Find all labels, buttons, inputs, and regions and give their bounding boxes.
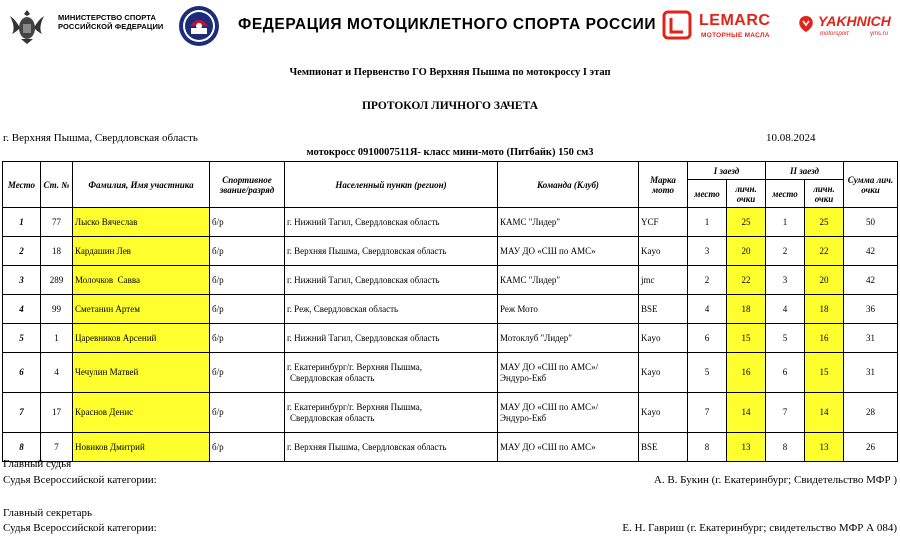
cell-team: МАУ ДО «СШ по АМС» xyxy=(498,433,639,462)
event-date: 10.08.2024 xyxy=(766,132,816,144)
cell-heat1-place: 7 xyxy=(688,393,727,433)
cell-name: Краснов Денис xyxy=(73,393,210,433)
cell-moto: Kayo xyxy=(639,324,688,353)
cell-name: Сметанин Артем xyxy=(73,295,210,324)
cell-heat1-place: 4 xyxy=(688,295,727,324)
cell-city-line2: Свердловская область xyxy=(290,372,375,383)
cell-heat1-points: 18 xyxy=(727,295,766,324)
cell-team-line1: МАУ ДО «СШ по АМС»/ xyxy=(500,361,599,372)
cell-start-no: 99 xyxy=(41,295,73,324)
cell-place: 6 xyxy=(3,353,41,393)
header-heat1-points: личн. очки xyxy=(727,180,766,208)
cell-place: 3 xyxy=(3,266,41,295)
chief-secretary-title: Главный секретарь xyxy=(3,507,92,519)
cell-heat1-points: 14 xyxy=(727,393,766,433)
cell-moto: Kayo xyxy=(639,393,688,433)
cell-place: 7 xyxy=(3,393,41,433)
cell-moto: jmc xyxy=(639,266,688,295)
cell-city-line1: г. Екатеринбург/г. Верхняя Пышма, xyxy=(287,361,423,372)
cell-heat2-place: 1 xyxy=(766,208,805,237)
lemarc-subtitle: МОТОРНЫЕ МАСЛА xyxy=(701,32,770,39)
cell-city-line2: Свердловская область xyxy=(290,412,375,423)
header-heat2-points: личн. очки xyxy=(805,180,844,208)
chief-judge-category: Судья Всероссийской категории: xyxy=(3,474,157,486)
cell-moto: BSE xyxy=(639,433,688,462)
header-heat2-place: место xyxy=(766,180,805,208)
cell-heat1-points: 25 xyxy=(727,208,766,237)
ministry-label: МИНИСТЕРСТВО СПОРТА РОССИЙСКОЙ ФЕДЕРАЦИИ xyxy=(58,13,164,31)
cell-city-line1: г. Екатеринбург/г. Верхняя Пышма, xyxy=(287,401,423,412)
table-row xyxy=(3,237,898,266)
cell-rank: б/р xyxy=(210,353,285,393)
cell-city: г. Нижний Тагил, Свердловская область xyxy=(285,266,498,295)
cell-heat1-points: 16 xyxy=(727,353,766,393)
cell-place: 2 xyxy=(3,237,41,266)
cell-heat2-points: 18 xyxy=(805,295,844,324)
cell-start-no: 18 xyxy=(41,237,73,266)
cell-start-no: 4 xyxy=(41,353,73,393)
cell-heat1-points: 22 xyxy=(727,266,766,295)
cell-city xyxy=(285,393,498,433)
cell-start-no: 1 xyxy=(41,324,73,353)
cell-heat2-place: 6 xyxy=(766,353,805,393)
cell-heat1-place: 8 xyxy=(688,433,727,462)
cell-total: 26 xyxy=(844,433,898,462)
yakhnich-brand: YAKHNICH xyxy=(818,13,891,29)
class-title: мотокросс 0910007511Я- класс мини-мото (Питбайк) 150 см3 xyxy=(306,147,594,158)
russian-eagle-emblem-icon xyxy=(6,6,48,46)
cell-city xyxy=(285,353,498,393)
cell-team: КАМС "Лидер" xyxy=(498,266,639,295)
chief-secretary-category: Судья Всероссийской категории: xyxy=(3,522,157,534)
table-row xyxy=(3,266,898,295)
yakhnich-subtitle: motorsport xyxy=(820,31,849,37)
cell-heat2-points: 16 xyxy=(805,324,844,353)
cell-moto: YCF xyxy=(639,208,688,237)
cell-total: 42 xyxy=(844,237,898,266)
header-team: Команда (Клуб) xyxy=(498,162,639,208)
cell-total: 31 xyxy=(844,324,898,353)
chief-secretary-name: Е. Н. Гавриш (г. Екатеринбург; свидетельство МФР А 084) xyxy=(622,522,897,534)
header-city: Населенный пункт (регион) xyxy=(285,162,498,208)
cell-heat2-points: 15 xyxy=(805,353,844,393)
cell-heat1-place: 6 xyxy=(688,324,727,353)
header-heat1: I заезд xyxy=(688,162,766,180)
cell-team xyxy=(498,393,639,433)
cell-heat2-place: 5 xyxy=(766,324,805,353)
header-total: Сумма лич. очки xyxy=(844,162,898,208)
cell-rank: б/р xyxy=(210,208,285,237)
cell-team: Реж Мото xyxy=(498,295,639,324)
cell-moto: Kayo xyxy=(639,353,688,393)
chief-judge-name: А. В. Букин (г. Екатеринбург; Свидетельство МФР ) xyxy=(653,474,897,486)
cell-rank: б/р xyxy=(210,393,285,433)
cell-total: 36 xyxy=(844,295,898,324)
cell-name: Кардашин Лев xyxy=(73,237,210,266)
cell-name: Лыско Вячеслав xyxy=(73,208,210,237)
header-place: Место xyxy=(3,162,41,208)
cell-start-no: 289 xyxy=(41,266,73,295)
cell-total: 28 xyxy=(844,393,898,433)
cell-heat2-points: 13 xyxy=(805,433,844,462)
cell-rank: б/р xyxy=(210,324,285,353)
cell-total: 42 xyxy=(844,266,898,295)
table-row xyxy=(3,324,898,353)
cell-start-no: 7 xyxy=(41,433,73,462)
page-header xyxy=(0,0,900,50)
cell-place: 4 xyxy=(3,295,41,324)
cell-team: Мотоклуб "Лидер" xyxy=(498,324,639,353)
event-location: г. Верхняя Пышма, Свердловская область xyxy=(3,132,198,144)
cell-moto: Kayo xyxy=(639,237,688,266)
cell-heat1-place: 3 xyxy=(688,237,727,266)
cell-heat2-place: 4 xyxy=(766,295,805,324)
cell-team: КАМС "Лидер" xyxy=(498,208,639,237)
cell-team-line1: МАУ ДО «СШ по АМС»/ xyxy=(500,401,599,412)
cell-heat2-points: 22 xyxy=(805,237,844,266)
cell-team: МАУ ДО «СШ по АМС» xyxy=(498,237,639,266)
cell-name: Новиков Дмитрий xyxy=(73,433,210,462)
cell-city: г. Верхняя Пышма, Свердловская область xyxy=(285,433,498,462)
header-rank: Спортивное звание/разряд xyxy=(210,162,285,208)
header-heat1-place: место xyxy=(688,180,727,208)
cell-place: 1 xyxy=(3,208,41,237)
cell-rank: б/р xyxy=(210,295,285,324)
cell-city: г. Нижний Тагил, Свердловская область xyxy=(285,208,498,237)
table-header-row xyxy=(3,162,898,180)
cell-rank: б/р xyxy=(210,433,285,462)
cell-heat2-place: 3 xyxy=(766,266,805,295)
cell-total: 50 xyxy=(844,208,898,237)
cell-city: г. Верхняя Пышма, Свердловская область xyxy=(285,237,498,266)
cell-heat2-points: 25 xyxy=(805,208,844,237)
federation-logo-icon xyxy=(176,4,222,48)
table-row xyxy=(3,393,898,433)
cell-name: Царевников Арсений xyxy=(73,324,210,353)
cell-start-no: 17 xyxy=(41,393,73,433)
cell-place: 8 xyxy=(3,433,41,462)
cell-team-line2: Эндуро-Екб xyxy=(500,372,547,383)
federation-title: ФЕДЕРАЦИЯ МОТОЦИКЛЕТНОГО СПОРТА РОССИИ xyxy=(238,16,657,33)
yakhnich-website: yms.ru xyxy=(870,31,888,37)
cell-heat1-points: 13 xyxy=(727,433,766,462)
cell-heat1-place: 2 xyxy=(688,266,727,295)
protocol-title: ПРОТОКОЛ ЛИЧНОГО ЗАЧЕТА xyxy=(361,100,538,112)
header-heat2: II заезд xyxy=(766,162,844,180)
header-moto: Марка мото xyxy=(639,162,688,208)
table-row xyxy=(3,433,898,462)
table-row xyxy=(3,208,898,237)
cell-place: 5 xyxy=(3,324,41,353)
yakhnich-logo-icon xyxy=(796,14,816,34)
cell-team xyxy=(498,353,639,393)
cell-heat1-place: 1 xyxy=(688,208,727,237)
cell-heat1-points: 20 xyxy=(727,237,766,266)
lemarc-logo-icon xyxy=(662,10,692,40)
championship-title: Чемпионат и Первенство ГО Верхняя Пышма по мотокроссу I этап xyxy=(289,67,611,78)
cell-rank: б/р xyxy=(210,237,285,266)
cell-moto: BSE xyxy=(639,295,688,324)
header-start-no: Ст. № xyxy=(41,162,73,208)
cell-heat2-points: 20 xyxy=(805,266,844,295)
cell-city: г. Нижний Тагил, Свердловская область xyxy=(285,324,498,353)
cell-name: Молочков Савва xyxy=(73,266,210,295)
cell-heat2-place: 7 xyxy=(766,393,805,433)
results-table xyxy=(2,161,898,462)
cell-heat1-place: 5 xyxy=(688,353,727,393)
cell-heat2-place: 8 xyxy=(766,433,805,462)
cell-start-no: 77 xyxy=(41,208,73,237)
table-row xyxy=(3,295,898,324)
cell-team-line2: Эндуро-Екб xyxy=(500,412,547,423)
cell-total: 31 xyxy=(844,353,898,393)
cell-rank: б/р xyxy=(210,266,285,295)
cell-heat1-points: 15 xyxy=(727,324,766,353)
cell-heat2-points: 14 xyxy=(805,393,844,433)
chief-judge-title: Главный судья xyxy=(3,458,72,470)
lemarc-brand: LEMARC xyxy=(699,12,771,29)
cell-name: Чечулин Матвей xyxy=(73,353,210,393)
cell-city: г. Реж, Свердловская область xyxy=(285,295,498,324)
table-row xyxy=(3,353,898,393)
header-name: Фамилия, Имя участника xyxy=(73,162,210,208)
cell-heat2-place: 2 xyxy=(766,237,805,266)
